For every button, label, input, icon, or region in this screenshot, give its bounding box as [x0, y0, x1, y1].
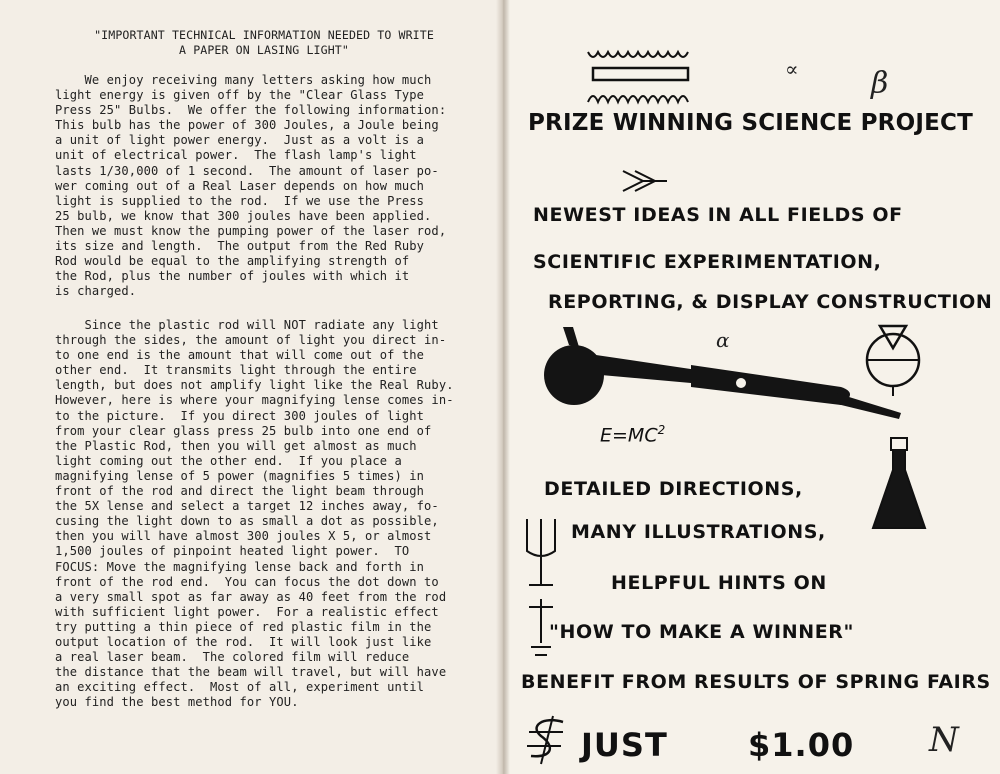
headline: PRIZE WINNING SCIENCE PROJECT: [528, 110, 973, 136]
arrow-fork-icon: [621, 165, 671, 195]
price-value: $1.00: [748, 726, 855, 764]
tagline-line-7: "HOW TO MAKE A WINNER": [549, 621, 855, 643]
n-symbol: N: [929, 720, 959, 760]
proportional-symbol: ∝: [785, 57, 799, 81]
paragraph-bulb-energy: We enjoy receiving many letters asking how much light energy is given off by the "Clear Glass Type Press 25" Bulbs. We offer the following information: This bulb has the power of 300 Joules, a Joule being a unit of light power energy. Just as a volt is a unit of electrical power. The flash lamp's light lasts 1/30,000 of 1 second. The amount of laser po- wer coming out of a Real Laser depends on how much light is supplied to the rod. If we use the Press 25 bulb, we know that 300 joules have been applied. Then we must know the pumping power of the laser rod, its size and length. The output from the Red Ruby Rod would be equal to the amplifying strength of the Rod, plus the number of joules with which it is charged.: [55, 73, 447, 299]
flask-icon: [869, 436, 929, 536]
tagline-line-6: HELPFUL HINTS ON: [611, 572, 827, 594]
equation-text: $E=MC^2$: [600, 423, 666, 447]
beta-symbol: β: [871, 66, 889, 101]
paragraph-plastic-rod: Since the plastic rod will NOT radiate any light through the sides, the amount of light you direct in- to one end is the amount that will come out of the other end. It transmits light through the entire length, but does not amplify light like the Real Ruby. However, here is where your magnifying lense comes in- to the picture. If you direct 300 joules of light from your clear glass press 25 bulb into one end of the Plastic Rod, then you will get almost as much light coming out the other end. If you place a magnifying lense of 5 power (magnifies 5 times) in front of the rod and direct the light beam through the 5X lense and select a target 12 inches away, fo- cusing the light down to as small a dot as possible, then you will have almost 300 joules X 5, or almost 1,500 joules of pinpoint heated light power. TO FOCUS: Move the magnifying lense back and forth in front of the rod end. You can focus the dot down to a very small spot as far away as 40 feet from the rod with sufficient light power. For a realistic effect try putting a thin piece of red plastic film in the output location of the rod. It will look just like a real laser beam. The colored film will reduce the distance that the beam will travel, but will have an exciting effect. Most of all, experiment until you find the best method for YOU.: [55, 318, 454, 710]
tagline-line-3: REPORTING, & DISPLAY CONSTRUCTION: [548, 291, 993, 313]
dollar-icon: [523, 716, 573, 766]
alpha-symbol: α: [716, 328, 730, 352]
right-page: [503, 0, 1000, 774]
tagline-line-8: BENEFIT FROM RESULTS OF SPRING FAIRS: [521, 671, 991, 693]
tagline-line-2: SCIENTIFIC EXPERIMENTATION,: [533, 251, 882, 273]
left-page-title: "IMPORTANT TECHNICAL INFORMATION NEEDED TO WRITE A PAPER ON LASING LIGHT": [94, 28, 434, 57]
coil-tube-drawing: [583, 40, 703, 120]
tuning-fork-icon: [521, 515, 561, 665]
price-prefix: JUST: [581, 726, 668, 764]
tagline-line-5: MANY ILLUSTRATIONS,: [571, 521, 826, 543]
lamp-diagram-icon: [858, 318, 928, 398]
page-gutter: [496, 0, 510, 774]
tagline-line-4: DETAILED DIRECTIONS,: [544, 478, 803, 500]
tagline-line-1: NEWEST IDEAS IN ALL FIELDS OF: [533, 204, 903, 226]
